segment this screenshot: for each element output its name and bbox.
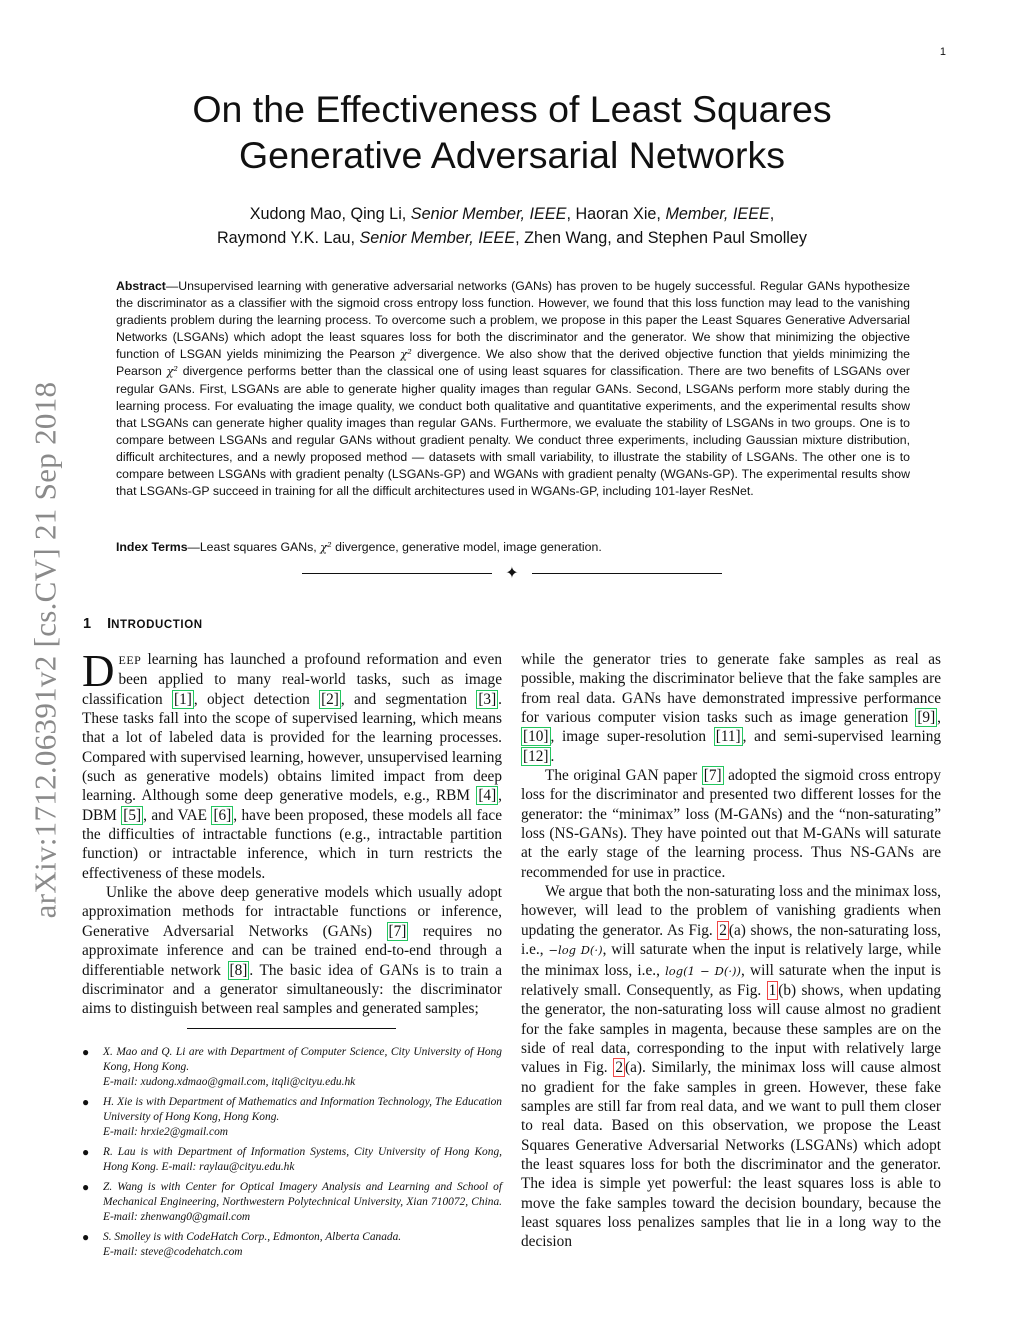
citation-link[interactable]: [4] bbox=[478, 787, 497, 805]
figure-link[interactable]: 2 bbox=[719, 921, 727, 939]
footnote-text: X. Mao and Q. Li are with Department of Computer Science, City University of Hong Kong, Hong Kong. bbox=[103, 1046, 502, 1073]
body-text: We argue that both the non-saturating loss and the minimax loss, however, will lead to the problem of vanishing gradients when updating the generator. As Fig. bbox=[521, 883, 941, 939]
paper-title bbox=[100, 86, 924, 178]
body-text: Unlike the above deep generative models which usually adopt approximation methods for intractable functions or inference, Generative Adversarial Networks (GANs) bbox=[82, 884, 502, 940]
body-text: (b) shows, when updating the generator, the non-saturating loss will cause almost no gradient for the fake samples in magenta, because these samples are on the side of real data, corresponding to the input with relatively large values in Fig. bbox=[521, 981, 941, 1077]
body-text: , have been proposed, these models all face the difficulties of intractable functions (e.g., intractable partition function) or intractable inference, which in turn restricts the effectiveness of these models. bbox=[82, 806, 502, 882]
abstract-label: Abstract bbox=[116, 279, 166, 293]
body-text: (a) shows, the non-saturating loss, i.e., bbox=[521, 921, 941, 959]
body-text: The original GAN paper bbox=[545, 767, 702, 785]
divider-rule-left bbox=[302, 573, 492, 574]
body-text: . The basic idea of GANs is to train a discriminator and a generator simultaneously: the discriminator aims to distinguish between real samples and generated samples; bbox=[82, 961, 502, 1018]
author-role: Member, IEEE bbox=[665, 205, 770, 223]
title-line-1: On the Effectiveness of Least Squares bbox=[192, 88, 832, 130]
section-divider bbox=[302, 566, 722, 582]
body-text: , and VAE bbox=[143, 806, 212, 824]
paragraph bbox=[82, 883, 502, 1018]
author-text: , Zhen Wang, and Stephen Paul Smolley bbox=[515, 228, 807, 247]
arxiv-stamp bbox=[10, 350, 80, 950]
citation-link[interactable]: [6] bbox=[213, 806, 232, 824]
bullet-icon: ● bbox=[82, 1230, 90, 1244]
footnote-item bbox=[82, 1180, 502, 1225]
body-text: , object detection bbox=[193, 690, 320, 708]
author-text: , bbox=[769, 205, 775, 223]
footnote-item bbox=[82, 1230, 502, 1260]
chi-squared-symbol: χ² bbox=[166, 364, 179, 379]
citation-link[interactable]: [11] bbox=[715, 728, 741, 746]
chi-squared-symbol: χ² bbox=[320, 540, 332, 554]
footnote-text: R. Lau is with Department of Information Systems, City University of Hong Kong, Hong Kong. E-mail: raylau@cityu.edu.hk bbox=[103, 1146, 502, 1173]
citation-link[interactable]: [10] bbox=[523, 728, 549, 746]
title-line-2: Generative Adversarial Networks bbox=[238, 134, 786, 176]
abstract-text: —Unsupervised learning with generative adversarial networks (GANs) has proven to be hugely successful. Regular GANs hypothesize the discriminator as a classifier with the sigmoid cross entropy loss function. However, we found that this loss function may lead to the vanishing gradients problem during the learning process. To overcome such a problem, we propose in this paper the Least Squares Generative Adversarial Networks (LSGANs) which adopt the least squares loss for both the discriminator and the generator. We show that minimizing the objective function of LSGAN yields minimizing the Pearson bbox=[116, 279, 910, 362]
index-terms-text: —Least squares GANs, bbox=[187, 540, 321, 554]
arxiv-id[interactable]: arXiv:1712.06391v2 [cs.CV] 21 Sep 2018 bbox=[27, 381, 63, 919]
citation-link[interactable]: [8] bbox=[229, 961, 248, 979]
abstract-text: divergence. We also show that the derived objective function that yields minimizing the Pearson bbox=[116, 347, 910, 379]
section-title-initial: I bbox=[107, 616, 112, 632]
bullet-icon: ● bbox=[82, 1180, 90, 1194]
footnote-text: H. Xie is with Department of Mathematics and Information Technology, The Education University of Hong Kong, Hong Kong. bbox=[103, 1096, 502, 1123]
abstract-text: divergence performs better than the classical one of using least squares for classification. There are two benefits of LSGANs over regular GANs. First, LSGANs are able to generate higher quality images than regular GANs. Second, LSGANs perform more stably during the learning process. For evaluating the image quality, we conduct both qualitative and quantitative experiments, and the experimental results show that LSGANs can generate higher quality images than regular GANs. Furthermore, we evaluate the stability of LSGANs in two groups. One is to compare between LSGANs and regular GANs without gradient penalty. We conduct three experiments, including Gaussian mixture distribution, difficult architectures, and a newly proposed method — datasets with small variability, to illustrate the stability of LSGANs. The other one is to compare between LSGANs with gradient penalty (LSGANs-GP) and WGANs with gradient penalty (WGANs-GP). The experimental results show that LSGANs-GP succeed in training for all the difficult architectures used in WGANs-GP, including 101-layer ResNet. bbox=[116, 364, 911, 499]
author-text: Xudong Mao, Qing Li, bbox=[249, 205, 407, 223]
author-role: Senior Member, IEEE bbox=[410, 205, 567, 223]
citation-link[interactable]: [12] bbox=[523, 747, 549, 765]
author-role: Senior Member, IEEE bbox=[359, 228, 516, 247]
footnote-rule bbox=[187, 1028, 396, 1029]
index-terms bbox=[116, 539, 910, 556]
footnote-text: Z. Wang is with Center for Optical Imagery Analysis and Learning and School of Mechanical Engineering, Northwestern Polytechnical University, Xian 710072, China. E-mail: zhenwang0@gmail.com bbox=[103, 1181, 502, 1223]
footnote-item bbox=[82, 1045, 502, 1090]
divider-rule-right bbox=[532, 573, 722, 574]
body-text: . These tasks fall into the scope of supervised learning, which means that a lot of labeled data is provided for the learning processes. Compared with supervised learning, however, unsupervised learning (such as generative models) obtains limited impact from deep learning. Although some deep generative models, e.g., RBM bbox=[82, 690, 502, 805]
body-text: requires no approximate inference and can be trained end-to-end through a differentiable network bbox=[82, 922, 502, 979]
citation-link[interactable]: [1] bbox=[174, 690, 192, 708]
dropcap: D bbox=[82, 646, 115, 696]
bullet-icon: ● bbox=[82, 1095, 90, 1109]
author-text: Raymond Y.K. Lau, bbox=[216, 228, 355, 247]
right-column bbox=[521, 650, 941, 1252]
abstract bbox=[116, 278, 910, 500]
body-text: learning has launched a profound reformation and even been applied to many real-world tasks, such as image classification bbox=[82, 651, 502, 708]
section-heading bbox=[83, 616, 203, 632]
index-terms-text: divergence, generative model, image generation. bbox=[331, 540, 602, 554]
footnote-item bbox=[82, 1145, 502, 1175]
math-expression: −log D(·) bbox=[548, 943, 603, 958]
body-text: , bbox=[937, 709, 941, 727]
paragraph bbox=[521, 650, 941, 766]
citation-link[interactable]: [9] bbox=[917, 709, 936, 727]
footnote-email: E-mail: xudong.xdmao@gmail.com, itqli@cityu.edu.hk bbox=[103, 1076, 356, 1088]
body-text: . bbox=[550, 747, 555, 765]
footnote-email: E-mail: steve@codehatch.com bbox=[103, 1246, 243, 1258]
section-title-rest: NTRODUCTION bbox=[111, 619, 203, 631]
body-text: , will saturate when the input is relatively large, while the minimax loss, i.e., bbox=[521, 941, 942, 979]
figure-link[interactable]: 2 bbox=[615, 1059, 623, 1077]
left-column bbox=[82, 646, 502, 1019]
author-text: , Haoran Xie, bbox=[566, 205, 661, 223]
section-number: 1 bbox=[83, 616, 92, 632]
body-text: , and segmentation bbox=[340, 690, 477, 708]
paragraph bbox=[521, 882, 941, 1252]
body-text: , will saturate when the input is relatively small. Consequently, as Fig. bbox=[521, 961, 941, 999]
math-expression: log(1 − D(·)) bbox=[665, 963, 741, 978]
author-list bbox=[100, 203, 924, 250]
citation-link[interactable]: [7] bbox=[388, 922, 407, 940]
bullet-icon: ● bbox=[82, 1045, 90, 1059]
body-text: , DBM bbox=[82, 787, 502, 824]
footnote-email: E-mail: hrxie2@gmail.com bbox=[103, 1126, 228, 1138]
footnote-text: S. Smolley is with CodeHatch Corp., Edmonton, Alberta Canada. bbox=[103, 1231, 402, 1243]
smallcaps-text: EEP bbox=[118, 653, 142, 667]
index-terms-label: Index Terms bbox=[116, 540, 188, 554]
footnote-item bbox=[82, 1095, 502, 1140]
body-text: , and semi-supervised learning bbox=[742, 728, 941, 746]
page-number: 1 bbox=[939, 46, 946, 58]
divider-star-icon: ✦ bbox=[505, 565, 519, 582]
citation-link[interactable]: [7] bbox=[703, 767, 722, 785]
paragraph bbox=[521, 766, 941, 882]
bullet-icon: ● bbox=[82, 1145, 90, 1159]
figure-link[interactable]: 1 bbox=[768, 981, 777, 999]
citation-link[interactable]: [3] bbox=[478, 690, 497, 708]
citation-link[interactable]: [2] bbox=[321, 690, 339, 708]
citation-link[interactable]: [5] bbox=[123, 806, 142, 824]
paragraph bbox=[82, 646, 502, 883]
chi-squared-symbol: χ² bbox=[400, 347, 412, 362]
footnotes bbox=[82, 1045, 502, 1265]
body-text: while the generator tries to generate fake samples as real as possible, making the discriminator believe that the fake samples are from real data. GANs have demonstrated impressive performance for various computer vision tasks such as image generation bbox=[521, 651, 941, 727]
body-text: (a). Similarly, the minimax loss will cause almost no gradient for the fake samples in green. However, these fake samples are still far from real data, and we want to pull them closer to real data. Based on this observation, we propose the Least Squares Generative Adversarial Networks (LSGANs) which adopt the least squares loss for both the discriminator and the generator. The idea is simple yet powerful: the least squares loss is able to move the fake samples toward the decision boundary, because the least squares loss penalizes samples that lie in a long way to the decision bbox=[521, 1059, 941, 1251]
body-text: adopted the sigmoid cross entropy loss for the discriminator and presented two different losses for the generator: the “minimax” loss (M-GANs) and the “non-saturating” loss (NS-GANs). They have pointed out that M-GANs will saturate at the early stage of the learning process. Thus NS-GANs are recommended for use in practice. bbox=[521, 767, 941, 881]
body-text: , image super-resolution bbox=[550, 728, 714, 746]
